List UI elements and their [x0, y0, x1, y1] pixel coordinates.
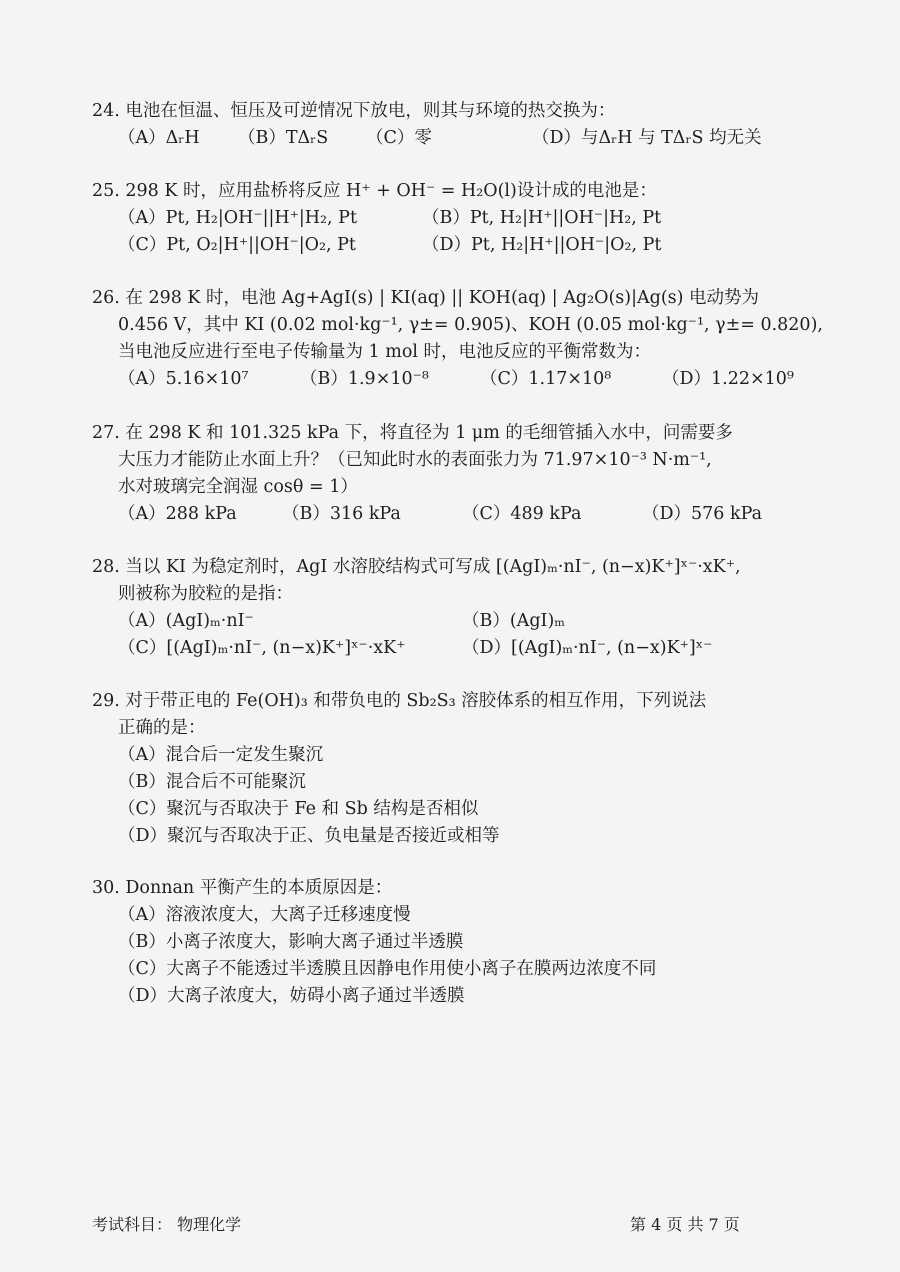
option-c: （C）聚沉与否取决于 Fe 和 Sb 结构是否相似 [118, 799, 479, 819]
question-stem-cont: 0.456 V，其中 KI (0.02 mol·kg⁻¹, γ±= 0.905)、KOH (0.05 mol·kg⁻¹, γ±= 0.820), [118, 315, 823, 335]
option-d: （D）与ΔᵣH 与 TΔᵣS 均无关 [532, 128, 762, 148]
question-25 [92, 178, 792, 259]
footer-subject: 考试科目： 物理化学 [92, 1215, 242, 1234]
option-c: （C）Pt, O₂|H⁺||OH⁻|O₂, Pt [118, 235, 356, 255]
option-c: （C）零 [366, 128, 432, 148]
question-stem-cont: 当电池反应进行至电子传输量为 1 mol 时，电池反应的平衡常数为： [118, 342, 652, 362]
question-stem: 29. 对于带正电的 Fe(OH)₃ 和带负电的 Sb₂S₃ 溶胶体系的相互作用，下列说法 [92, 691, 707, 711]
option-b: （B）TΔᵣS [238, 128, 329, 148]
option-a: （A）溶液浓度大，大离子迁移速度慢 [118, 905, 411, 925]
option-a: （A）混合后一定发生聚沉 [118, 745, 324, 765]
option-d: （D）大离子浓度大，妨碍小离子通过半透膜 [118, 986, 465, 1006]
option-b: （B）(AgI)ₘ [462, 611, 566, 631]
option-a: （A）ΔᵣH [118, 128, 200, 148]
option-b: （B）316 kPa [282, 504, 401, 524]
question-stem: 28. 当以 KI 为稳定剂时，AgI 水溶胶结构式可写成 [(AgI)ₘ·nI⁻, (n−x)K⁺]ˣ⁻·xK⁺, [92, 557, 741, 577]
question-28 [92, 554, 792, 662]
option-row [92, 232, 792, 259]
option-d: （D）聚沉与否取决于正、负电量是否接近或相等 [118, 826, 500, 846]
option-row [92, 205, 792, 232]
option-c: （C）1.17×10⁸ [480, 369, 612, 389]
footer-page-number: 第 4 页 共 7 页 [630, 1215, 740, 1234]
question-stem: 26. 在 298 K 时，电池 Ag+AgI(s) | KI(aq) || KOH(aq) | Ag₂O(s)|Ag(s) 电动势为 [92, 288, 760, 308]
option-row [92, 366, 792, 393]
option-row [92, 125, 792, 152]
question-29 [92, 688, 792, 850]
option-row [92, 608, 792, 635]
question-26 [92, 285, 823, 393]
option-d: （D）[(AgI)ₘ·nI⁻, (n−x)K⁺]ˣ⁻ [462, 638, 713, 658]
option-a: （A）(AgI)ₘ·nI⁻ [118, 611, 254, 631]
option-d: （D）1.22×10⁹ [662, 369, 794, 389]
option-c: （C）489 kPa [462, 504, 582, 524]
option-b: （B）1.9×10⁻⁸ [300, 369, 429, 389]
question-stem-cont: 正确的是： [118, 718, 206, 738]
question-stem-cont: 水对玻璃完全润湿 cosθ = 1） [118, 477, 358, 497]
option-b: （B）Pt, H₂|H⁺||OH⁻|H₂, Pt [422, 208, 662, 228]
option-c: （C）大离子不能透过半透膜且因静电作用使小离子在膜两边浓度不同 [118, 959, 657, 979]
option-b: （B）小离子浓度大，影响大离子通过半透膜 [118, 932, 464, 952]
option-c: （C）[(AgI)ₘ·nI⁻, (n−x)K⁺]ˣ⁻·xK⁺ [118, 638, 406, 658]
question-27 [92, 420, 792, 528]
option-a: （A）288 kPa [118, 504, 237, 524]
question-stem: 25. 298 K 时，应用盐桥将反应 H⁺ + OH⁻ = H₂O(l)设计成的电池是： [92, 181, 657, 201]
question-stem-cont: 则被称为胶粒的是指： [118, 584, 293, 604]
question-stem: 30. Donnan 平衡产生的本质原因是： [92, 878, 393, 898]
option-row [92, 635, 792, 662]
question-stem: 24. 电池在恒温、恒压及可逆情况下放电，则其与环境的热交换为： [92, 101, 616, 121]
option-a: （A）5.16×10⁷ [118, 369, 249, 389]
question-24 [92, 98, 792, 152]
option-b: （B）混合后不可能聚沉 [118, 772, 306, 792]
question-stem: 27. 在 298 K 和 101.325 kPa 下，将直径为 1 μm 的毛细管插入水中，问需要多 [92, 423, 733, 443]
question-stem-cont: 大压力才能防止水面上升？（已知此时水的表面张力为 71.97×10⁻³ N·m⁻¹, [118, 450, 712, 470]
option-d: （D）576 kPa [642, 504, 763, 524]
option-row [92, 501, 792, 528]
option-d: （D）Pt, H₂|H⁺||OH⁻|O₂, Pt [422, 235, 662, 255]
option-a: （A）Pt, H₂|OH⁻||H⁺|H₂, Pt [118, 208, 357, 228]
question-30 [92, 875, 792, 1010]
